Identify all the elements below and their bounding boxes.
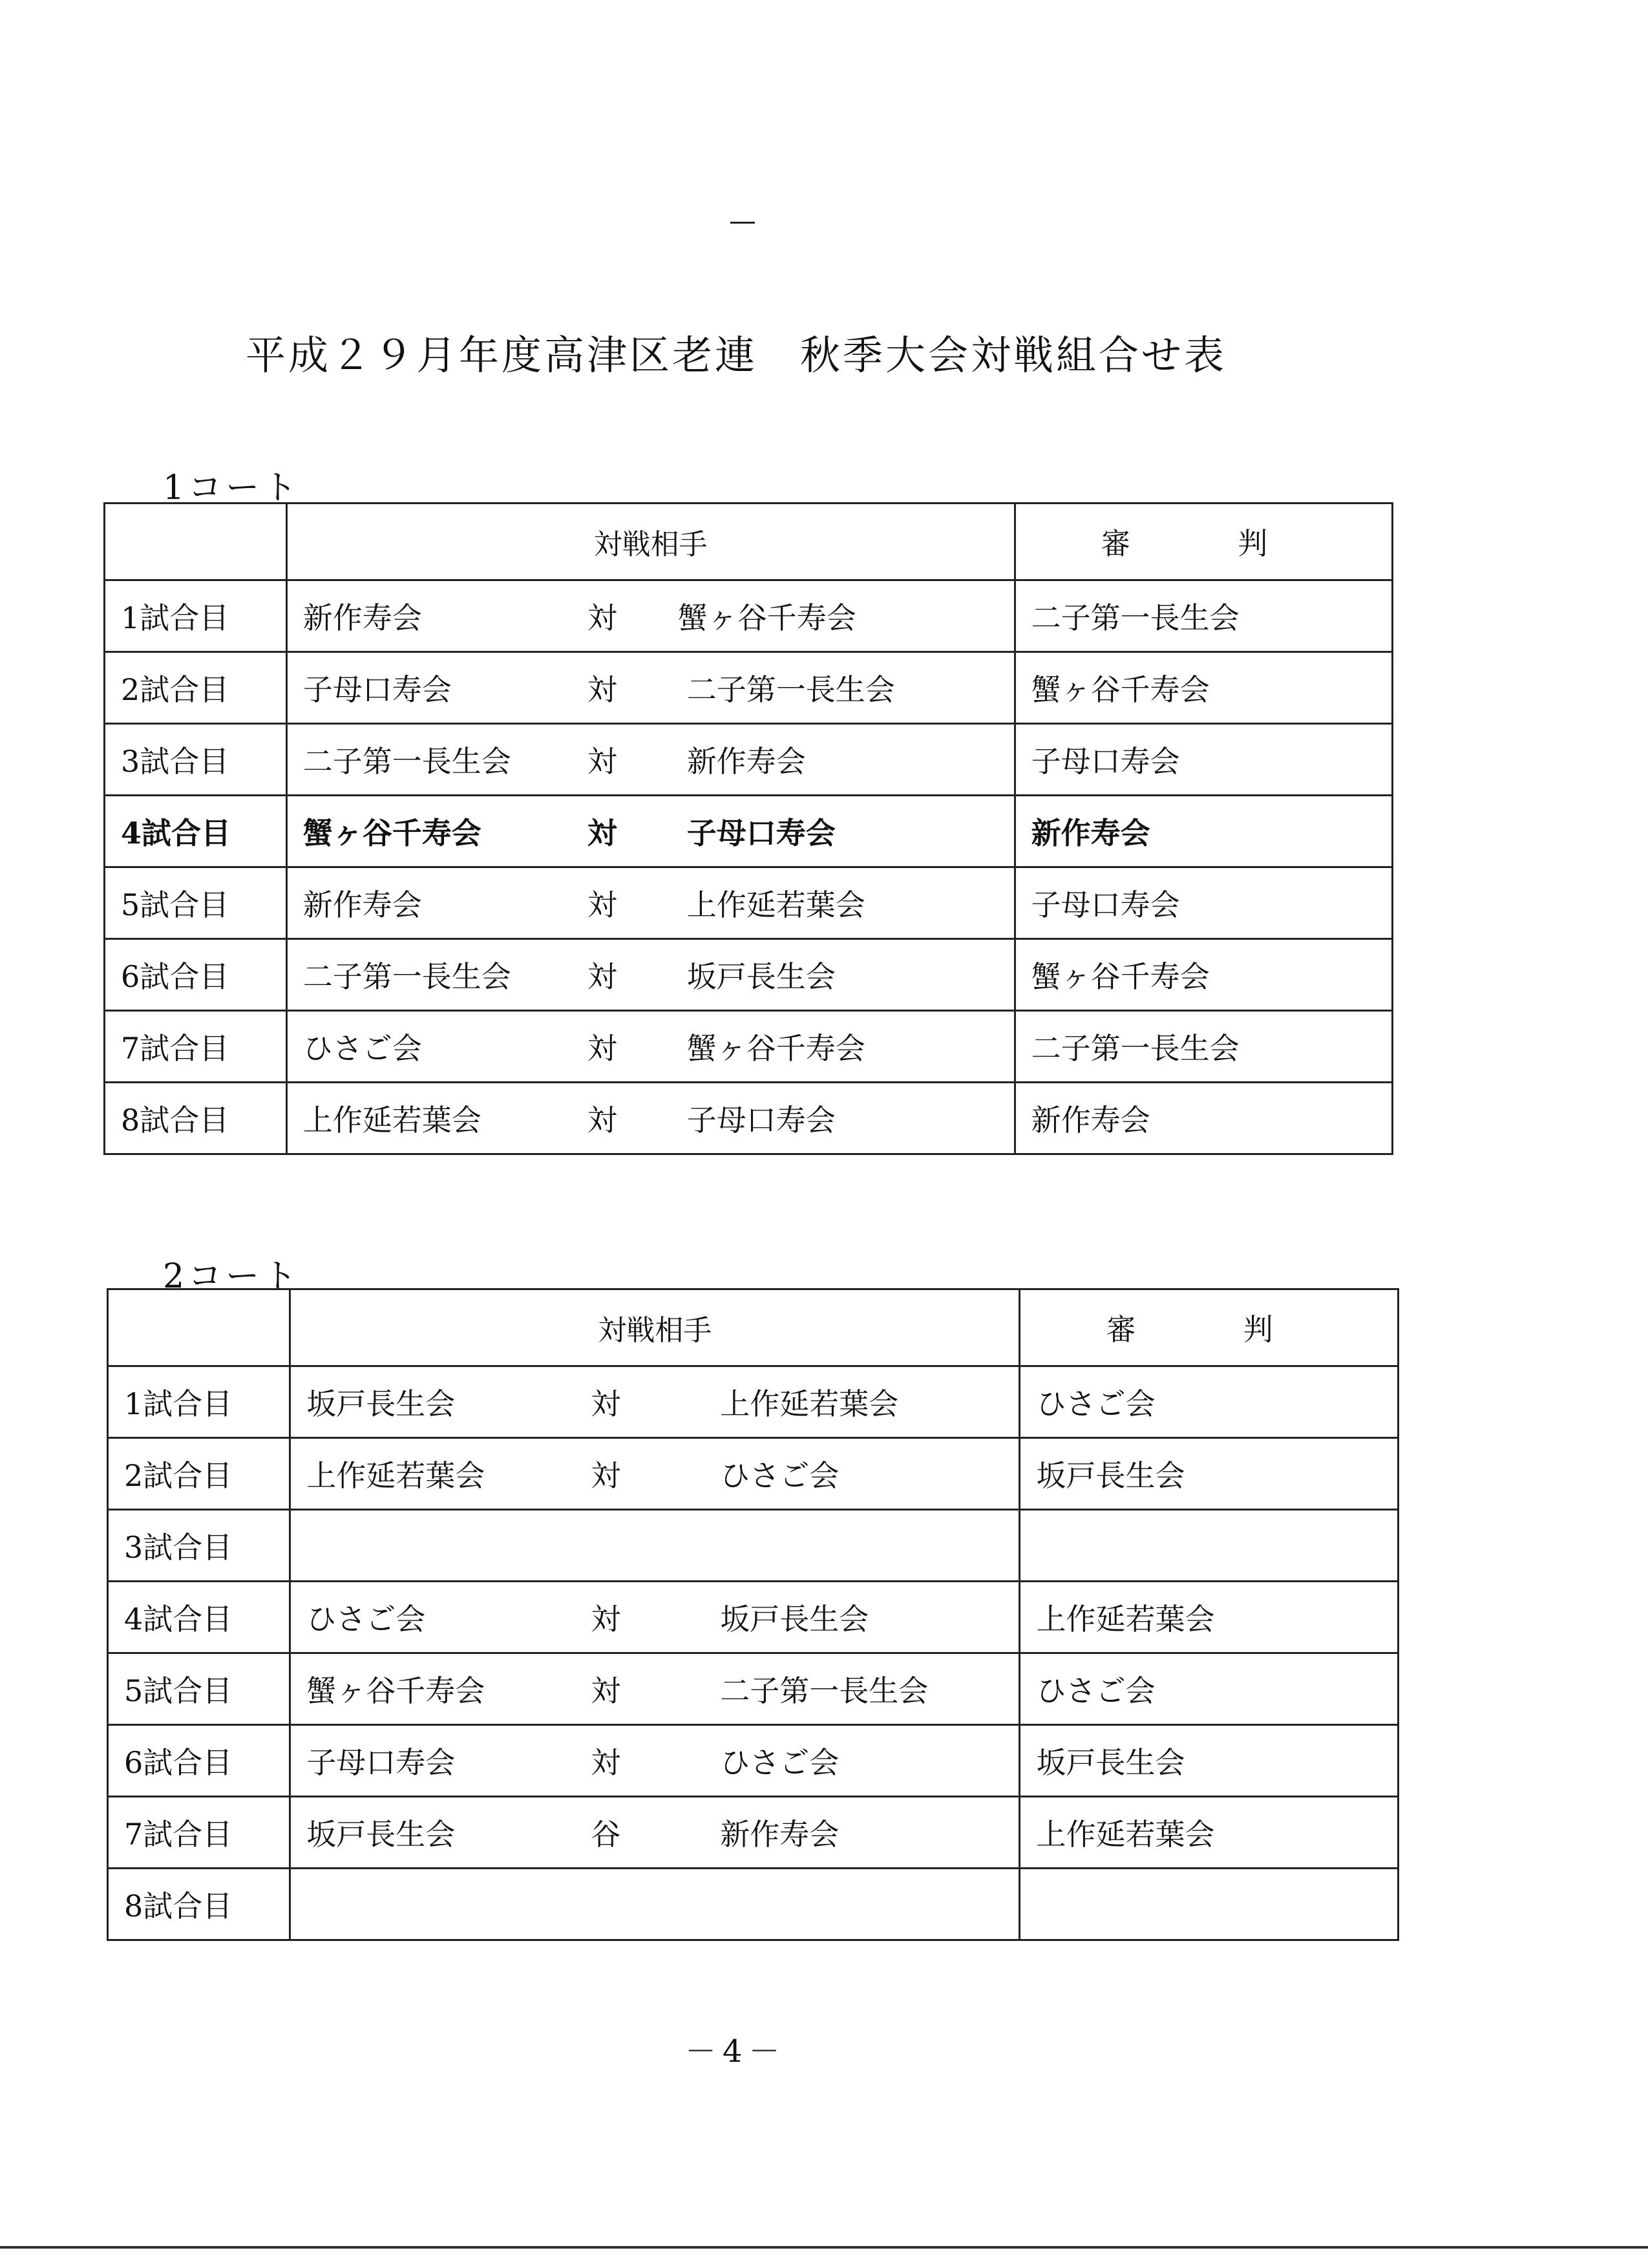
team-b: 蟹ヶ谷千寿会 xyxy=(677,600,856,635)
team-a: ひさご会 xyxy=(302,1031,422,1066)
team-b: 二子第一長生会 xyxy=(720,1673,929,1708)
table-row xyxy=(108,1869,1399,1940)
team-a: 子母口寿会 xyxy=(306,1745,456,1780)
referee: 新作寿会 xyxy=(1015,796,1392,867)
court1-header-match: 対戦相手 xyxy=(286,503,1015,580)
referee: 坂戸長生会 xyxy=(1020,1438,1399,1510)
court1-header-row xyxy=(105,503,1393,580)
game-number: 3試合目 xyxy=(105,724,287,796)
versus-mark: 対 xyxy=(587,959,617,994)
team-a: 坂戸長生会 xyxy=(306,1817,456,1852)
team-a: 新作寿会 xyxy=(302,887,422,922)
game-number: 5試合目 xyxy=(105,867,287,939)
court1-table xyxy=(103,502,1393,1155)
team-a: 新作寿会 xyxy=(302,600,422,635)
referee: 子母口寿会 xyxy=(1015,724,1392,796)
game-number: 7試合目 xyxy=(105,1011,287,1083)
game-number: 2試合目 xyxy=(108,1438,290,1510)
court1-label: 1コート xyxy=(163,469,301,507)
game-number: 2試合目 xyxy=(105,652,287,724)
referee xyxy=(1020,1869,1399,1940)
table-row xyxy=(105,1083,1393,1154)
court2-label: 2コート xyxy=(163,1257,301,1296)
team-a: ひさご会 xyxy=(306,1602,426,1637)
table-row xyxy=(108,1653,1399,1725)
referee: 坂戸長生会 xyxy=(1020,1725,1399,1797)
game-number: 7試合目 xyxy=(108,1797,290,1869)
versus-mark: 対 xyxy=(587,816,617,851)
team-a: 上作延若葉会 xyxy=(302,1103,481,1138)
team-a: 上作延若葉会 xyxy=(306,1458,485,1493)
referee: 二子第一長生会 xyxy=(1015,1011,1392,1083)
game-number: 1試合目 xyxy=(105,580,287,652)
referee xyxy=(1020,1510,1399,1582)
game-number: 4試合目 xyxy=(108,1582,290,1653)
table-row xyxy=(105,796,1393,867)
referee: 上作延若葉会 xyxy=(1020,1582,1399,1653)
team-b: 子母口寿会 xyxy=(686,816,836,851)
game-number: 1試合目 xyxy=(108,1366,290,1438)
referee: 蟹ヶ谷千寿会 xyxy=(1015,939,1392,1011)
court1-header-blank xyxy=(105,503,287,580)
versus-mark: 対 xyxy=(591,1602,621,1637)
referee: 子母口寿会 xyxy=(1015,867,1392,939)
table-row xyxy=(105,724,1393,796)
team-a: 蟹ヶ谷千寿会 xyxy=(306,1673,485,1708)
team-b: 子母口寿会 xyxy=(686,1103,836,1138)
table-row xyxy=(105,939,1393,1011)
table-row xyxy=(108,1725,1399,1797)
table-row xyxy=(105,1011,1393,1083)
versus-mark: 対 xyxy=(591,1673,621,1708)
game-number: 5試合目 xyxy=(108,1653,290,1725)
game-number: 4試合目 xyxy=(105,796,287,867)
table-row xyxy=(108,1582,1399,1653)
team-b: 新作寿会 xyxy=(686,744,806,779)
table-row xyxy=(105,580,1393,652)
team-b: ひさご会 xyxy=(720,1458,840,1493)
court2-header-referee: 審 判 xyxy=(1020,1289,1399,1366)
table-row xyxy=(105,867,1393,939)
team-b: 二子第一長生会 xyxy=(686,672,895,707)
top-dash-mark xyxy=(730,222,755,224)
team-b: 坂戸長生会 xyxy=(686,959,836,994)
table-row xyxy=(108,1366,1399,1438)
team-b: 上作延若葉会 xyxy=(686,887,865,922)
team-b: ひさご会 xyxy=(720,1745,840,1780)
versus-mark: 対 xyxy=(587,672,617,707)
court1-header-referee: 審 判 xyxy=(1015,503,1392,580)
team-a: 二子第一長生会 xyxy=(302,744,511,779)
court2-header-blank xyxy=(108,1289,290,1366)
team-b: 坂戸長生会 xyxy=(720,1602,869,1637)
referee: 新作寿会 xyxy=(1015,1083,1392,1154)
team-a: 蟹ヶ谷千寿会 xyxy=(302,816,481,851)
versus-mark: 対 xyxy=(591,1386,621,1421)
game-number: 8試合目 xyxy=(105,1083,287,1154)
team-a: 二子第一長生会 xyxy=(302,959,511,994)
game-number: 8試合目 xyxy=(108,1869,290,1940)
versus-mark: 対 xyxy=(587,887,617,922)
versus-mark: 対 xyxy=(587,600,617,635)
team-b: 上作延若葉会 xyxy=(720,1386,899,1421)
document-title: 平成２９月年度高津区老連 秋季大会対戦組合せ表 xyxy=(246,332,1227,379)
court2-header-row xyxy=(108,1289,1399,1366)
referee: ひさご会 xyxy=(1020,1366,1399,1438)
game-number: 6試合目 xyxy=(108,1725,290,1797)
referee: ひさご会 xyxy=(1020,1653,1399,1725)
team-a: 子母口寿会 xyxy=(302,672,452,707)
team-b: 蟹ヶ谷千寿会 xyxy=(686,1031,865,1066)
versus-mark: 対 xyxy=(587,1103,617,1138)
bottom-rule xyxy=(0,2246,1648,2249)
table-row xyxy=(108,1438,1399,1510)
team-b: 新作寿会 xyxy=(720,1817,840,1852)
versus-mark: 谷 xyxy=(591,1817,621,1852)
versus-mark: 対 xyxy=(591,1745,621,1780)
court2-header-match: 対戦相手 xyxy=(290,1289,1020,1366)
table-row xyxy=(108,1797,1399,1869)
court2-table xyxy=(107,1288,1399,1941)
versus-mark: 対 xyxy=(587,744,617,779)
referee: 二子第一長生会 xyxy=(1015,580,1392,652)
table-row xyxy=(105,652,1393,724)
referee: 上作延若葉会 xyxy=(1020,1797,1399,1869)
versus-mark: 対 xyxy=(591,1458,621,1493)
game-number: 6試合目 xyxy=(105,939,287,1011)
game-number: 3試合目 xyxy=(108,1510,290,1582)
page-number: －4－ xyxy=(685,2033,787,2070)
table-row xyxy=(108,1510,1399,1582)
referee: 蟹ヶ谷千寿会 xyxy=(1015,652,1392,724)
team-a: 坂戸長生会 xyxy=(306,1386,456,1421)
versus-mark: 対 xyxy=(587,1031,617,1066)
